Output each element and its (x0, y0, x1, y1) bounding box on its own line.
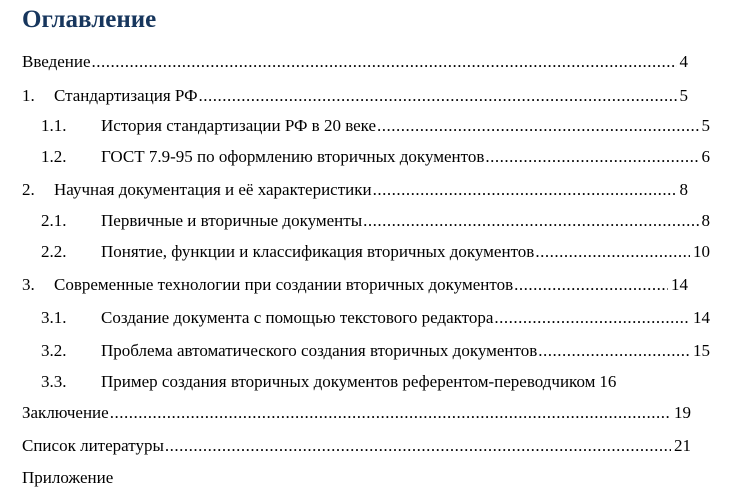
toc-entry-page: 8 (679, 180, 688, 199)
toc-entry[interactable] (22, 401, 691, 425)
toc-entry-number: 3.2. (41, 341, 67, 360)
toc-dot-leader (165, 434, 671, 458)
toc-entry[interactable] (41, 339, 710, 363)
toc-entry-title: История стандартизации РФ в 20 веке (101, 116, 377, 135)
toc-entry-page: 4 (679, 52, 688, 71)
toc-entry-number: 3.1. (41, 308, 67, 327)
toc-dot-leader (514, 273, 668, 297)
toc-dot-leader (377, 114, 698, 138)
toc-dot-leader (363, 209, 698, 233)
toc-dot-leader (538, 339, 690, 363)
toc-entry-page: 6 (701, 147, 710, 166)
toc-entry-title: Приложение (22, 468, 114, 487)
toc-entry-page: 19 (674, 403, 691, 422)
toc-entry[interactable] (41, 370, 717, 394)
toc-entry-number: 3. (22, 275, 35, 294)
toc-entry-title: Научная документация и её характеристики (54, 180, 372, 199)
toc-entry-title: Проблема автоматического создания вторичных документов (101, 341, 538, 360)
toc-entry-number: 1. (22, 86, 35, 105)
toc-entry[interactable] (41, 145, 710, 169)
toc-entry[interactable] (41, 306, 710, 330)
toc-entry-title: Создание документа с помощью текстового редактора (101, 308, 494, 327)
toc-entry-page: 14 (693, 308, 710, 327)
toc-entry-title: Заключение (22, 403, 109, 422)
toc-entry-number: 1.2. (41, 147, 67, 166)
toc-entry-page: 8 (701, 211, 710, 230)
toc-entry[interactable] (22, 466, 691, 490)
toc-entry[interactable] (22, 273, 688, 297)
toc-dot-leader (485, 145, 698, 169)
toc-heading: Оглавление (22, 6, 157, 33)
toc-entry-number: 2. (22, 180, 35, 199)
toc-entry-page: 15 (693, 341, 710, 360)
toc-entry[interactable] (22, 84, 688, 108)
toc-entry-title: Первичные и вторичные документы (101, 211, 363, 230)
toc-entry[interactable] (41, 114, 710, 138)
toc-entry-title: Пример создания вторичных документов референтом-переводчиком (101, 372, 596, 391)
toc-entry-page: 14 (671, 275, 688, 294)
toc-entry[interactable] (22, 434, 691, 458)
toc-entry[interactable] (22, 178, 688, 202)
toc-entry-number: 1.1. (41, 116, 67, 135)
toc-entry-page: 5 (679, 86, 688, 105)
toc-dot-leader (199, 84, 677, 108)
toc-entry-title: Понятие, функции и классификация вторичных документов (101, 242, 535, 261)
toc-dot-leader (494, 306, 690, 330)
toc-entry-number: 2.2. (41, 242, 67, 261)
toc-entry[interactable] (41, 240, 710, 264)
toc-entry-number: 3.3. (41, 372, 67, 391)
toc-entry-title: Современные технологии при создании вторичных документов (54, 275, 514, 294)
toc-dot-leader (535, 240, 690, 264)
toc-entry[interactable] (22, 50, 688, 74)
toc-entry-page: 16 (599, 372, 617, 391)
toc-entry-title: Стандартизация РФ (54, 86, 198, 105)
toc-entry-page: 21 (674, 436, 691, 455)
toc-entry-page: 10 (693, 242, 710, 261)
toc-dot-leader (373, 178, 677, 202)
toc-dot-leader (92, 50, 677, 74)
toc-entry-title: Список литературы (22, 436, 164, 455)
toc-entry[interactable] (41, 209, 710, 233)
toc-entry-title: Введение (22, 52, 91, 71)
toc-entry-title: ГОСТ 7.9-95 по оформлению вторичных документов (101, 147, 485, 166)
toc-entry-number: 2.1. (41, 211, 67, 230)
toc-entry-page: 5 (701, 116, 710, 135)
toc-dot-leader (110, 401, 671, 425)
